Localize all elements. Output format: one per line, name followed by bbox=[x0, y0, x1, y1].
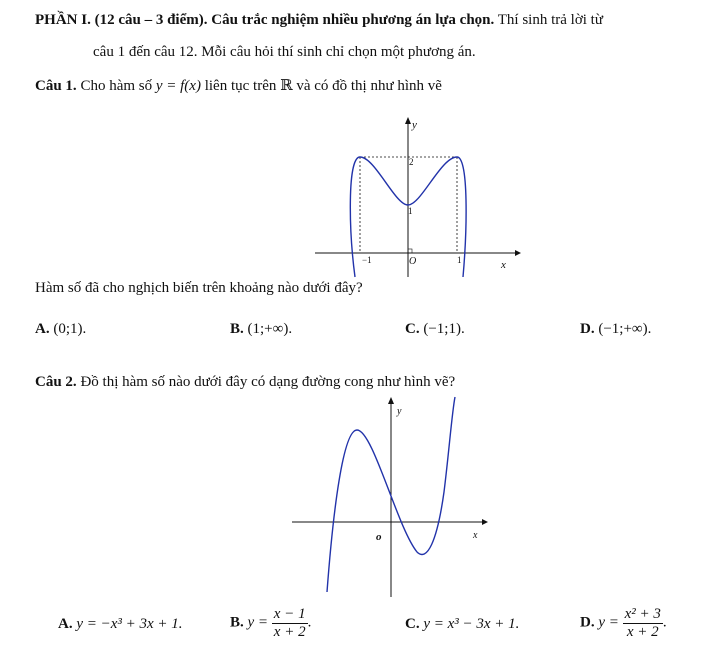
q2-option-b-fraction bbox=[272, 606, 308, 640]
q1-option-a-letter: A. bbox=[35, 321, 50, 337]
q2-option-d-letter: D. bbox=[580, 614, 595, 631]
q2-option-a-text: y = −x³ + 3x + 1. bbox=[76, 616, 183, 632]
part-heading-line2: câu 1 đến câu 12. Mỗi câu hỏi thí sinh chỉ chọn một phương án. bbox=[93, 44, 476, 60]
q1-question: Hàm số đã cho nghịch biến trên khoảng nào dưới đây? bbox=[35, 280, 363, 296]
q1-option-d bbox=[580, 321, 651, 338]
q2-y-label: y bbox=[397, 406, 402, 417]
q2-option-a-letter: A. bbox=[58, 616, 73, 632]
q1-option-c-letter: C. bbox=[405, 321, 420, 337]
q1-option-b-text: (1;+∞). bbox=[247, 321, 293, 337]
q2-option-d-numerator: x² + 3 bbox=[624, 606, 661, 622]
q2-origin-label: o bbox=[376, 531, 382, 543]
part-heading-bold: PHẦN I. (12 câu – 3 điểm). Câu trắc nghiệm nhiều phương án lựa chọn. bbox=[35, 12, 495, 28]
q1-stem bbox=[35, 76, 442, 95]
q2-option-d-prefix: y = bbox=[598, 614, 619, 631]
q2-option-a bbox=[58, 616, 183, 633]
q1-option-a bbox=[35, 321, 86, 338]
q2-stem bbox=[35, 374, 455, 391]
q1-option-a-text: (0;1). bbox=[53, 321, 87, 337]
q1-y-label: y bbox=[412, 119, 417, 131]
q1-tick-neg1: −1 bbox=[362, 255, 372, 265]
q2-option-c-text: y = x³ − 3x + 1. bbox=[423, 616, 520, 632]
q2-option-d-suffix: . bbox=[662, 614, 667, 631]
q1-x-label: x bbox=[501, 259, 506, 271]
q2-stem-text: Đồ thị hàm số nào dưới đây có dạng đường cong như hình vẽ? bbox=[80, 374, 456, 390]
part-heading bbox=[35, 12, 603, 29]
q2-option-c bbox=[405, 616, 519, 633]
q1-origin-label: O bbox=[409, 256, 417, 267]
q1-graph bbox=[305, 112, 525, 282]
q1-option-c-text: (−1;1). bbox=[423, 321, 465, 337]
q2-option-d-fraction bbox=[623, 606, 663, 640]
q1-ytick-1: 1 bbox=[408, 206, 413, 216]
q2-option-d bbox=[580, 606, 667, 640]
q1-tick-1: 1 bbox=[457, 255, 462, 265]
q1-stem-post: liên tục trên ℝ và có đồ thị như hình vẽ bbox=[204, 78, 442, 94]
q1-stem-pre: Cho hàm số bbox=[80, 78, 153, 94]
q2-option-b-prefix: y = bbox=[247, 614, 269, 631]
q2-option-b-denominator: x + 2 bbox=[273, 623, 306, 640]
q1-option-c bbox=[405, 321, 465, 338]
q2-option-d-denominator: x + 2 bbox=[626, 623, 659, 640]
q2-option-b-letter: B. bbox=[230, 614, 244, 631]
q1-option-d-letter: D. bbox=[580, 321, 595, 337]
q2-graph bbox=[287, 392, 497, 602]
q1-option-d-text: (−1;+∞). bbox=[598, 321, 652, 337]
q1-label: Câu 1. bbox=[35, 78, 77, 94]
q2-option-b-numerator: x − 1 bbox=[273, 606, 306, 622]
q2-option-b-suffix: . bbox=[307, 614, 312, 631]
q1-ytick-2: 2 bbox=[409, 157, 414, 167]
part-heading-rest: Thí sinh trả lời từ bbox=[494, 12, 603, 28]
q1-option-b-letter: B. bbox=[230, 321, 244, 337]
q2-option-b bbox=[230, 606, 311, 640]
q2-x-label: x bbox=[473, 530, 478, 541]
q2-option-c-letter: C. bbox=[405, 616, 420, 632]
q1-option-b bbox=[230, 321, 292, 338]
q2-label: Câu 2. bbox=[35, 374, 77, 390]
q1-func: y = f(x) bbox=[155, 78, 201, 94]
